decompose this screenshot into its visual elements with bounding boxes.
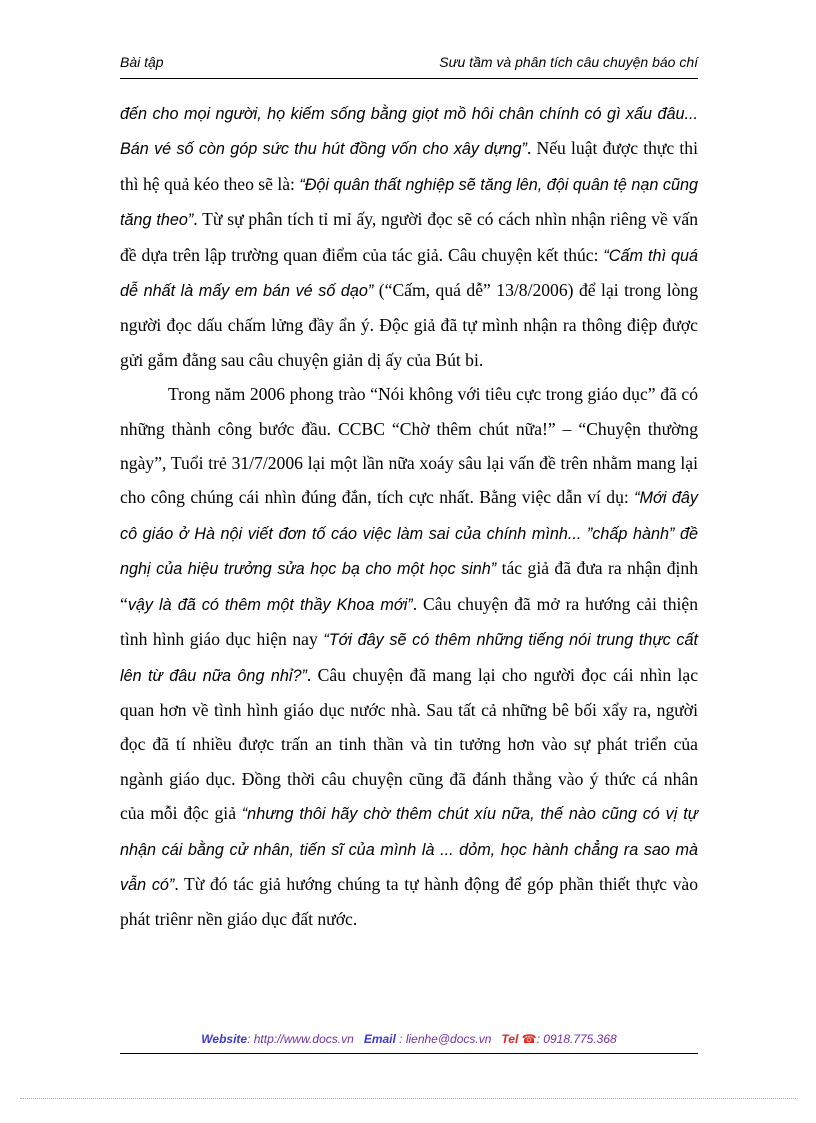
quote-text: đến cho mọi người, họ kiếm sống bằng giọt mồ hôi chân chính có gì xấu đâu... Bán vé số còn góp sức thu hút đồng vốn cho xây dựng” — [120, 105, 698, 159]
body-text: . Nếu luật được thực thi thì hệ quả kéo theo sẽ là: — [120, 138, 698, 194]
quote-text: “Đội quân thất nghiệp sẽ tăng lên, đội quân tệ nạn cũng tăng theo” — [120, 175, 699, 230]
document-body — [120, 96, 698, 937]
footer-divider — [120, 1053, 698, 1054]
website-link[interactable]: : http://www.docs.vn — [247, 1032, 354, 1046]
quote-text: “Mới đây cô giáo ở Hà nội viết đơn tố cáo việc làm sai của chính mình... ”chấp hành” đề nghị của hiệu trưởng sửa học bạ cho một học sinh” — [120, 489, 698, 579]
page-header — [120, 52, 698, 79]
body-text: . Câu chuyện đã mở ra hướng cải thiện tình hình giáo dục hiện nay — [120, 593, 698, 650]
tel-label: Tel — [501, 1032, 519, 1046]
header-left-text: Bài tập — [120, 54, 164, 70]
email-link[interactable]: : lienhe@docs.vn — [395, 1032, 492, 1046]
quote-text: “nhưng thôi hãy chờ thêm chút xíu nữa, thế nào cũng có vị tự nhận cái bằng cử nhân, tiến sĩ của mình là ... dỏm, học hành chẳng ra sao mà vẫn có” — [120, 805, 698, 894]
phone-icon: ☎ — [521, 1032, 537, 1046]
paragraph-1 — [120, 96, 698, 377]
body-text: . Câu chuyện đã mang lại cho người đọc cái nhìn lạc quan hơn về tình hình giáo dục nước nhà. Sau tất cả những bê bối xẩy ra, người đọc đã tí nhiều được trấn an tinh thần và tin tưởng hơn vào sự phát triển của ngành giáo dục. Đồng thời câu chuyện cũng đã đánh thẳng vào ý thức cá nhân của mỗi độc giả — [120, 664, 698, 824]
website-label: Website — [201, 1032, 248, 1046]
page-break-dotted-line — [20, 1098, 796, 1099]
quote-text: vậy là đã có thêm một thầy Khoa mới” — [127, 595, 413, 614]
header-right-text: Sưu tầm và phân tích câu chuyện báo chí — [439, 54, 698, 70]
email-label: Email — [363, 1032, 396, 1046]
paragraph-2 — [120, 377, 698, 937]
quote-text: “Tới đây sẽ có thêm những tiếng nói trung thực cất lên từ đâu nữa ông nhỉ?” — [120, 631, 698, 685]
body-text: . Từ sự phân tích tỉ mỉ ấy, người đọc sẽ có cách nhìn nhận riêng về vấn đề dựa trên lập trường quan điểm của tác giả. Câu chuyện kết thúc: — [120, 209, 698, 265]
tel-value: : 0918.775.368 — [536, 1032, 617, 1046]
body-text: (“Cấm, quá dễ” 13/8/2006) để lại trong lòng người đọc dấu chấm lửng đầy ẩn ý. Độc giả đã tự mình nhận ra thông điệp được gửi gắm đằng sau câu chuyện giản dị ấy của Bút bi. — [120, 280, 698, 370]
page-footer — [120, 1032, 698, 1046]
body-text: tác giả đã đưa ra nhận định “ — [120, 558, 699, 614]
quote-text: “Cấm thì quá dễ nhất là mấy em bán vé số dạo” — [120, 246, 698, 301]
body-text: . Từ đó tác giả hướng chúng ta tự hành động để góp phần thiết thực vào phát triênr nền giáo dục đất nước. — [120, 873, 698, 930]
body-text: Trong năm 2006 phong trào “Nói không với tiêu cực trong giáo dục” đã có những thành công bước đầu. CCBC “Chờ thêm chút nữa!” – “Chuyện thường ngày”, Tuổi trẻ 31/7/2006 lại một lần nữa xoáy sâu lại vấn đề trên nhằm mang lại cho công chúng cái nhìn đúng đắn, tích cực nhất. Bằng việc dẫn ví dụ: — [120, 384, 698, 508]
